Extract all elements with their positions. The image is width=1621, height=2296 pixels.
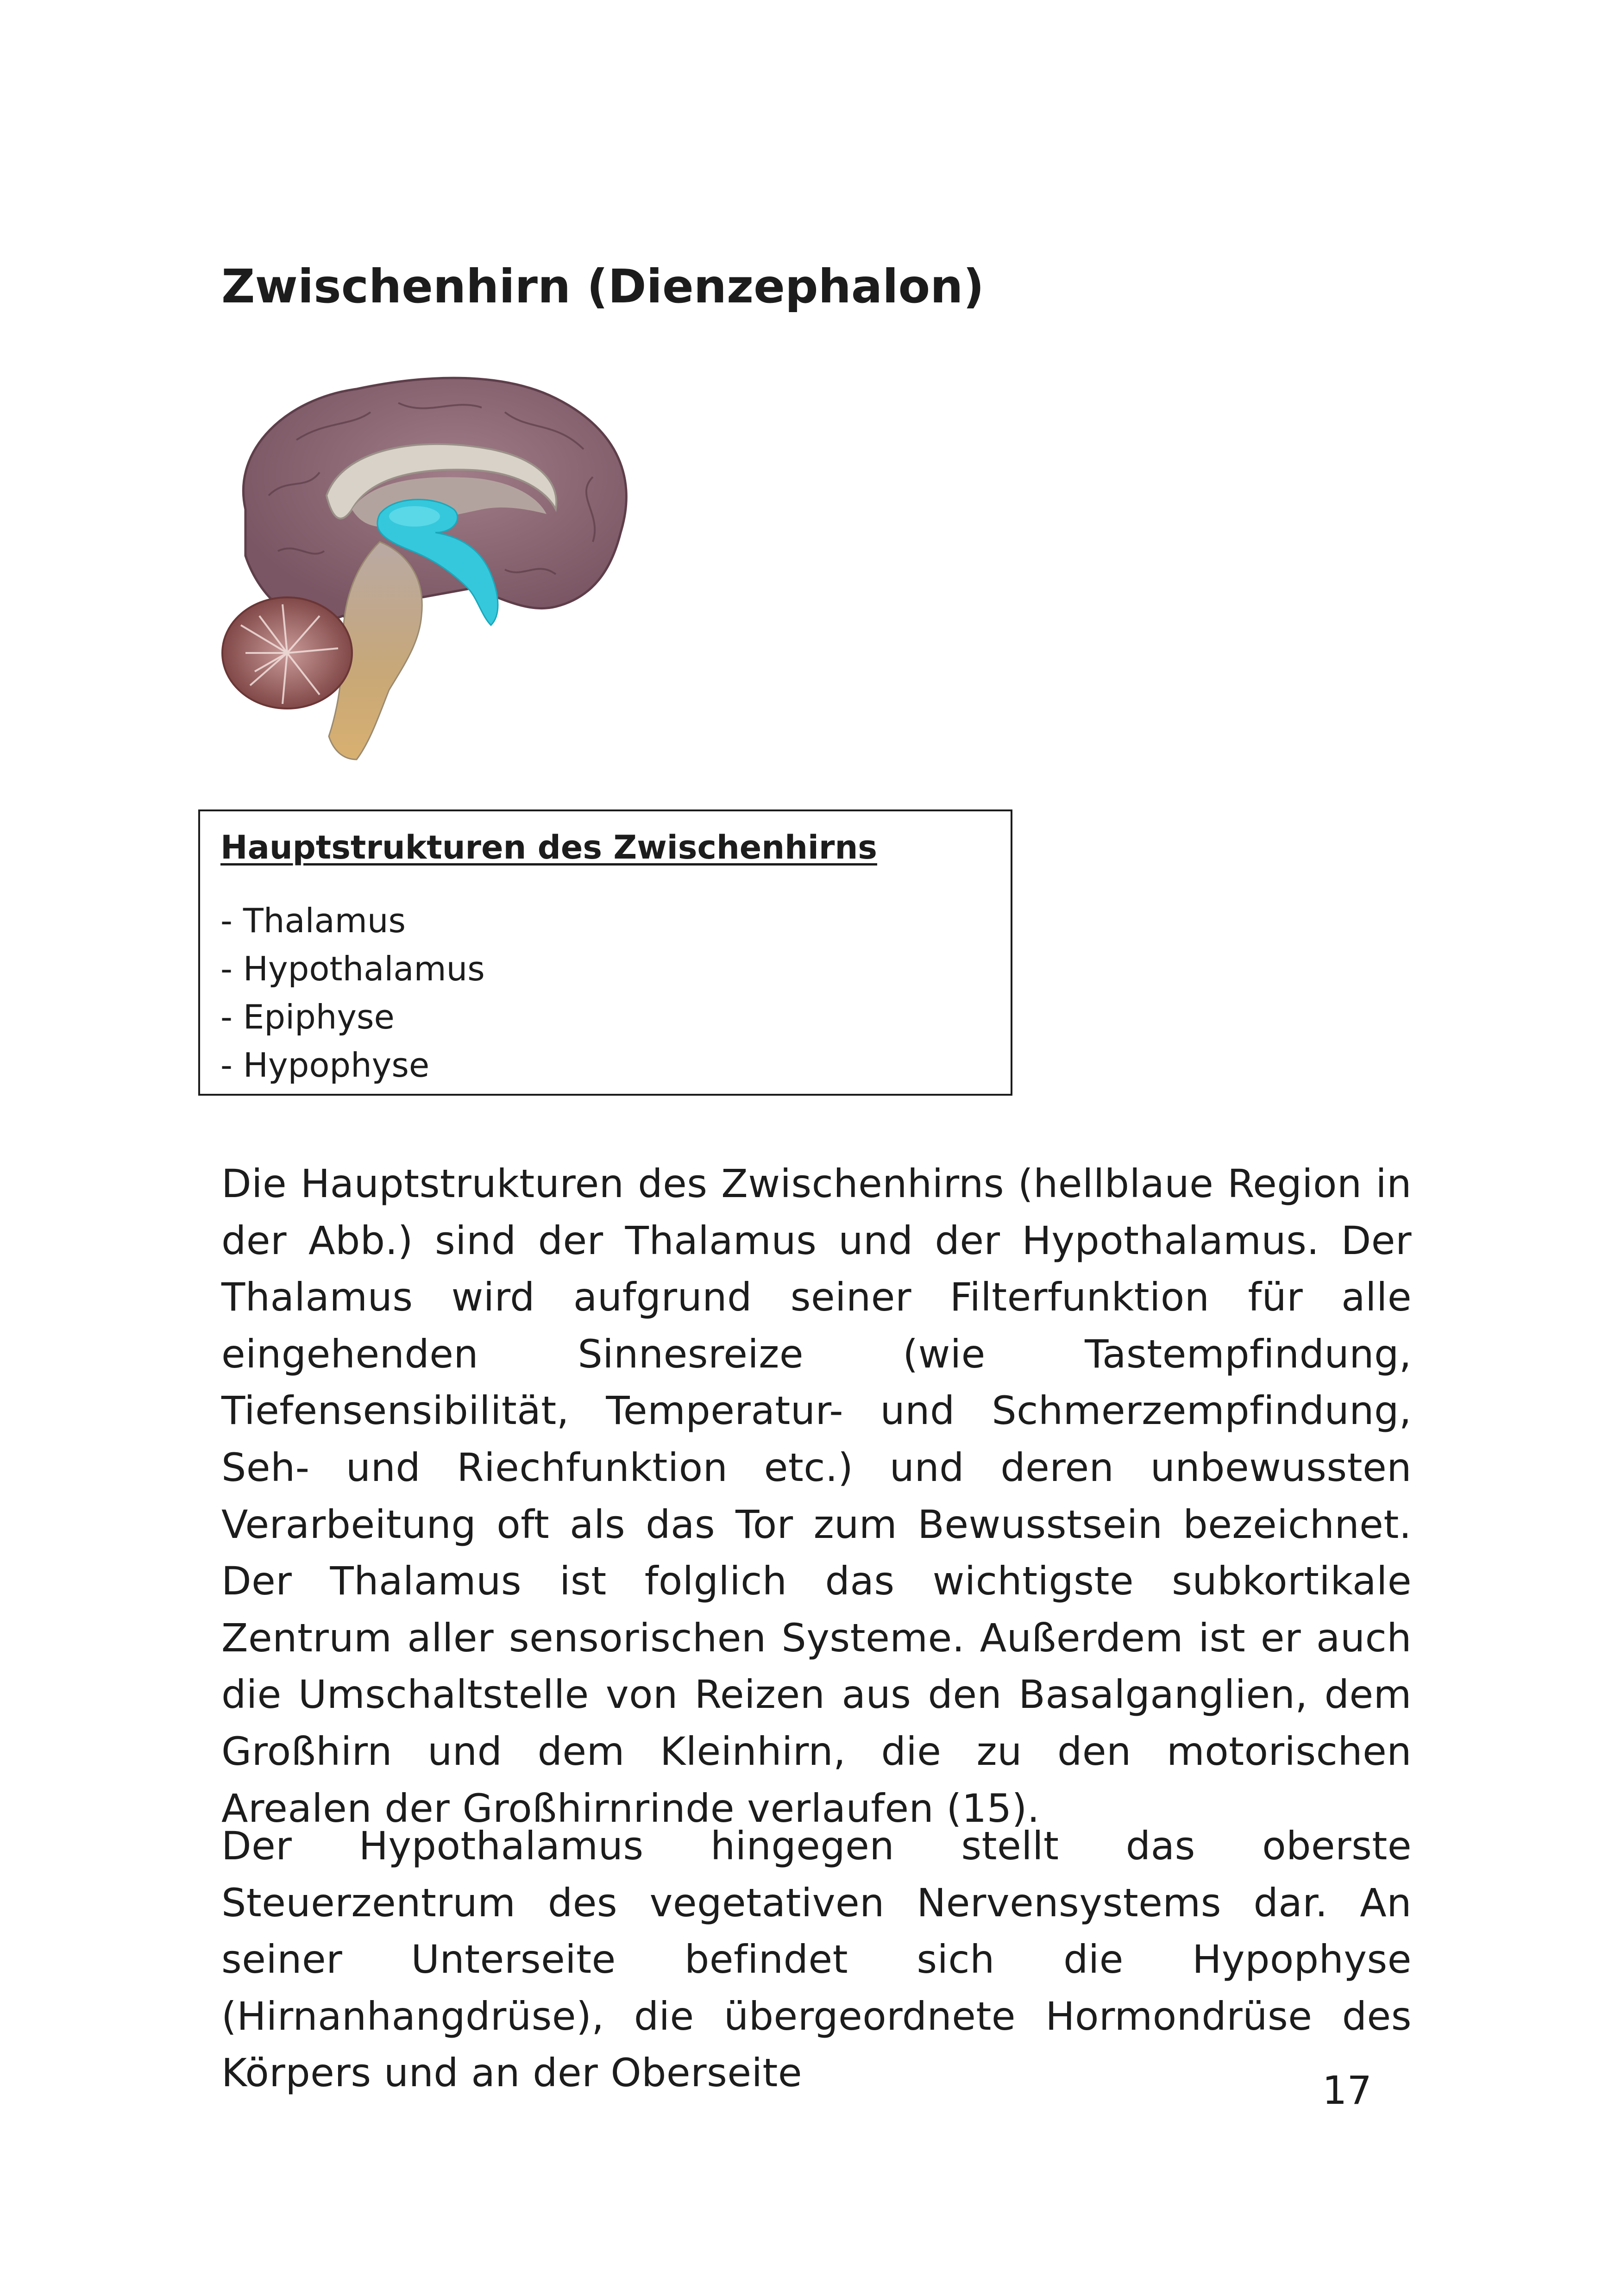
list-item: - Hypothalamus <box>220 949 485 988</box>
brain-illustration <box>204 357 658 773</box>
list-item: - Hypophyse <box>220 1046 430 1085</box>
list-item: - Epiphyse <box>220 997 395 1036</box>
info-box-heading: Hauptstrukturen des Zwischenhirns <box>220 828 877 866</box>
list-item: - Thalamus <box>220 901 406 940</box>
paragraph-thalamus: Die Hauptstrukturen des Zwischenhirns (hellblaue Region in der Abb.) sind der Thalamus und der Hypothalamus. Der Thalamus wird aufgrund seiner Filterfunktion für alle eingehenden Sinnesreize (wie Tastempfindung, Tiefensensibilität, Temperatur- und Schmerzempfindung, Seh- und Riechfunktion etc.) und deren unbewussten Verarbeitung oft als das Tor zum Bewusstsein bezeichnet. Der Thalamus ist folglich das wichtigste subkortikale Zentrum aller sensorischen Systeme. Außerdem ist er auch die Umschaltstelle von Reizen aus den Basalganglien, dem Großhirn und dem Kleinhirn, die zu den motorischen Arealen der Großhirnrinde verlaufen (15). <box>221 1161 1412 1831</box>
structure-list <box>220 897 990 1089</box>
main-structures-box <box>198 809 1012 1096</box>
cerebellum <box>222 597 352 709</box>
page-title: Zwischenhirn (Dienzephalon) <box>221 259 985 314</box>
paragraph-hypothalamus: Der Hypothalamus hingegen stellt das oberste Steuerzentrum des vegetativen Nervensystems dar. An seiner Unterseite befindet sich die Hypophyse (Hirnanhangdrüse), die übergeordnete Hormondrüse des Körpers und an der Oberseite <box>221 1823 1412 2096</box>
page-number: 17 <box>1322 2068 1372 2113</box>
